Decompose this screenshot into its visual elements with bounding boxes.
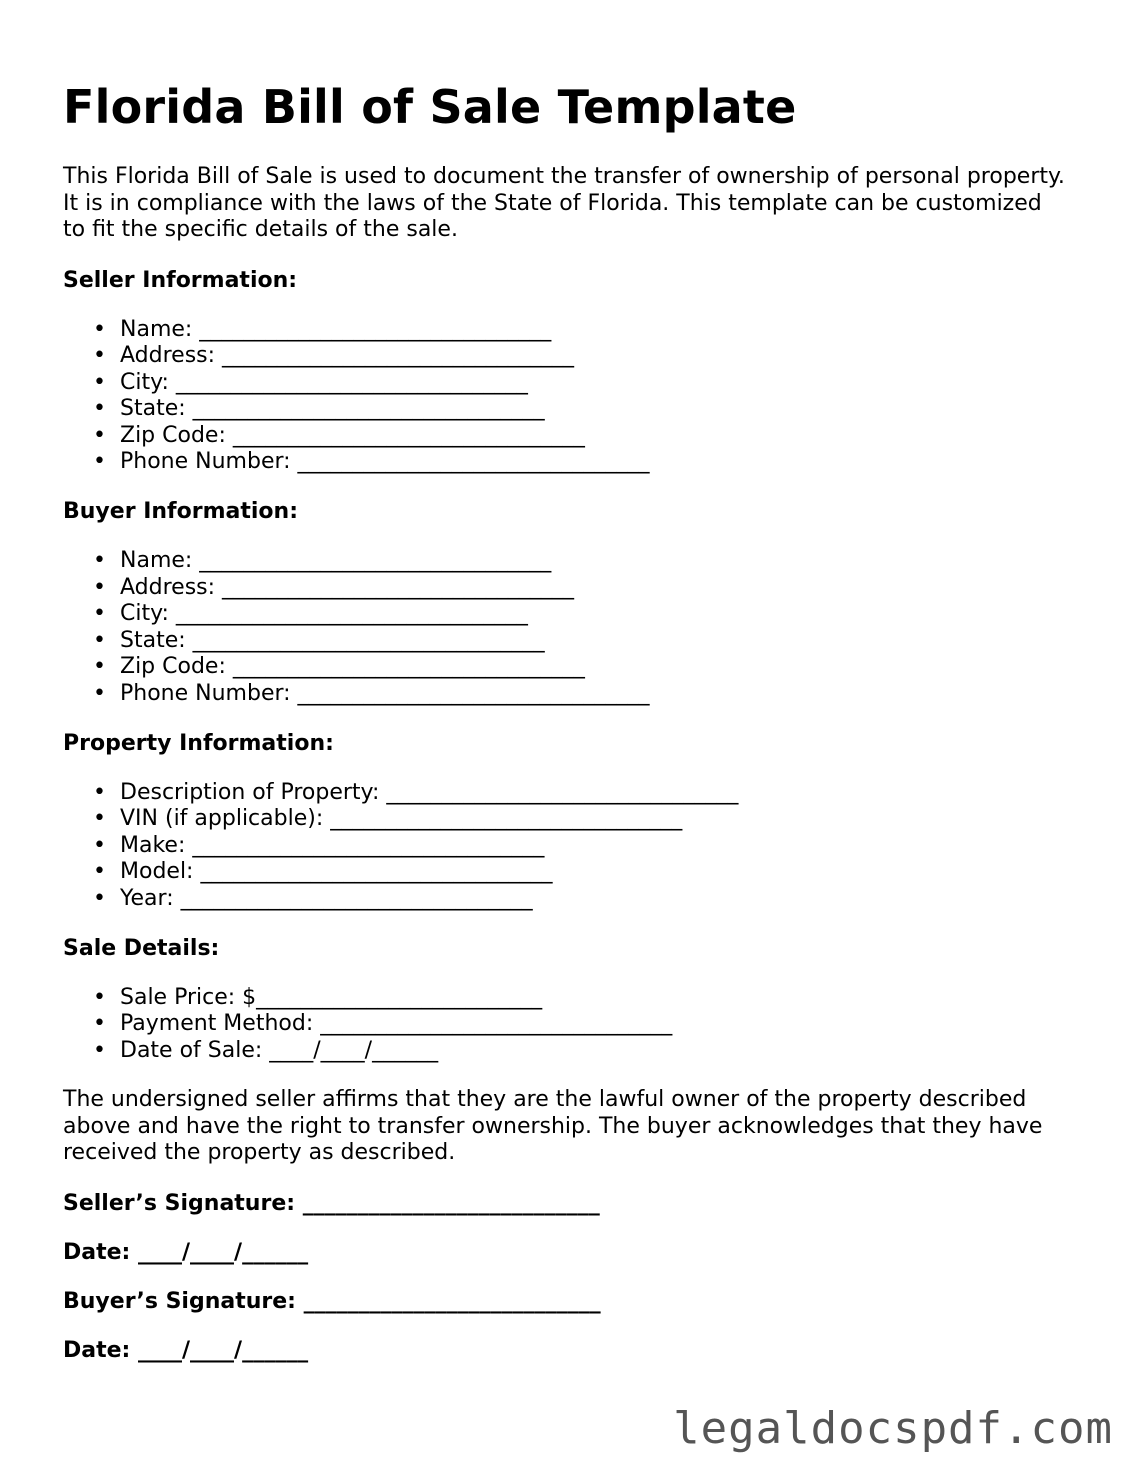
property-fields-list bbox=[63, 780, 1103, 913]
property-vin-field: • VIN (if applicable): ________________________________ bbox=[63, 806, 1103, 833]
sale-price-field: • Sale Price: $__________________________ bbox=[63, 985, 1103, 1012]
buyer-phone-field: • Phone Number: ________________________________ bbox=[63, 681, 1103, 708]
intro-paragraph: This Florida Bill of Sale is used to document the transfer of ownership of personal property. It is in compliance with the laws of the State of Florida. This template can be customized to fit the specific details of the sale. bbox=[63, 164, 1065, 242]
seller-date-line: Date: ____/____/______ bbox=[63, 1239, 309, 1265]
seller-city-field: • City: ________________________________ bbox=[63, 370, 1103, 397]
property-section-heading: Property Information: bbox=[63, 730, 334, 756]
property-year-field: • Year: ________________________________ bbox=[63, 886, 1103, 913]
buyer-zip-field: • Zip Code: ________________________________ bbox=[63, 654, 1103, 681]
seller-address-field: • Address: ________________________________ bbox=[63, 343, 1103, 370]
buyer-fields-list bbox=[63, 548, 1103, 708]
buyer-address-field: • Address: ________________________________ bbox=[63, 575, 1103, 602]
buyer-signature-line: Buyer’s Signature: ___________________________ bbox=[63, 1288, 601, 1314]
seller-name-field: • Name: ________________________________ bbox=[63, 317, 1103, 344]
buyer-section-heading: Buyer Information: bbox=[63, 499, 298, 525]
seller-state-field: • State: ________________________________ bbox=[63, 396, 1103, 423]
watermark-text: legaldocspdf.com bbox=[673, 1403, 1113, 1454]
document-page bbox=[63, 80, 1103, 1387]
seller-zip-field: • Zip Code: ________________________________ bbox=[63, 423, 1103, 450]
buyer-city-field: • City: ________________________________ bbox=[63, 601, 1103, 628]
sale-section-heading: Sale Details: bbox=[63, 935, 220, 961]
buyer-name-field: • Name: ________________________________ bbox=[63, 548, 1103, 575]
seller-fields-list bbox=[63, 317, 1103, 477]
sale-fields-list bbox=[63, 985, 1103, 1065]
property-model-field: • Model: ________________________________ bbox=[63, 859, 1103, 886]
affirmation-paragraph: The undersigned seller affirms that they are the lawful owner of the property described above and have the right to transfer ownership. The buyer acknowledges that they have received the property as described. bbox=[63, 1087, 1043, 1166]
buyer-state-field: • State: ________________________________ bbox=[63, 628, 1103, 655]
seller-signature-line: Seller’s Signature: ___________________________ bbox=[63, 1190, 600, 1216]
property-description-field: • Description of Property: ________________________________ bbox=[63, 780, 1103, 807]
date-of-sale-field: • Date of Sale: ____/____/______ bbox=[63, 1038, 1103, 1065]
payment-method-field: • Payment Method: ________________________________ bbox=[63, 1011, 1103, 1038]
seller-phone-field: • Phone Number: ________________________________ bbox=[63, 449, 1103, 476]
document-title: Florida Bill of Sale Template bbox=[63, 80, 797, 134]
property-make-field: • Make: ________________________________ bbox=[63, 833, 1103, 860]
buyer-date-line: Date: ____/____/______ bbox=[63, 1337, 309, 1363]
seller-section-heading: Seller Information: bbox=[63, 267, 298, 293]
